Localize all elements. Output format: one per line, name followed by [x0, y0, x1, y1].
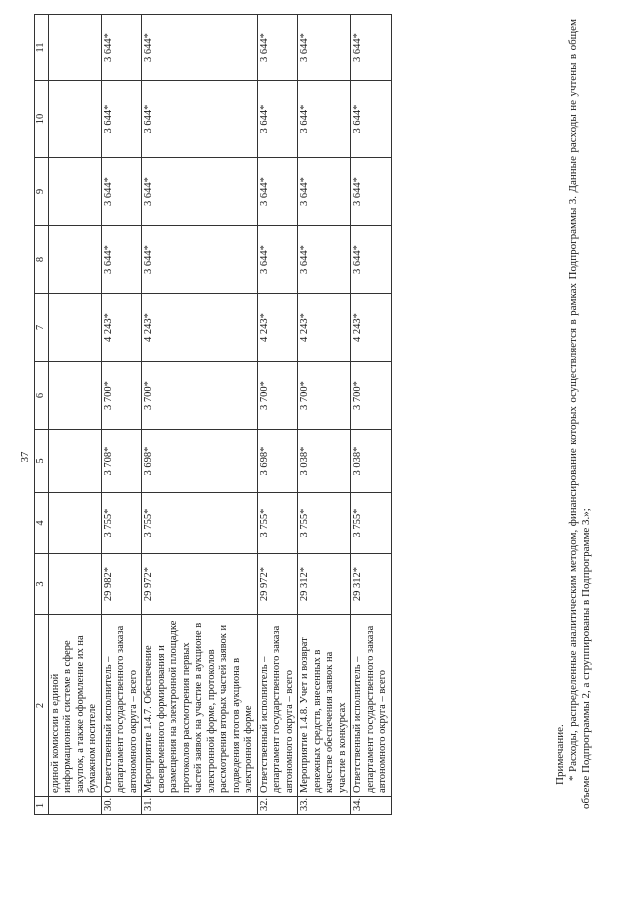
value-cell: [48, 294, 101, 362]
value-cell: 3 644*: [142, 81, 258, 158]
value-cell: 3 698*: [142, 430, 258, 493]
row-number: 31.: [142, 797, 258, 815]
value-cell: 29 972*: [142, 554, 258, 615]
header-row: [35, 15, 49, 815]
row-name: Мероприятие 1.4.8. Учет и возврат денежных средств, внесенных в качестве обеспечения заявок на участие в конкурсах: [298, 615, 351, 797]
value-cell: 3 644*: [298, 226, 351, 294]
page-number: 37: [19, 451, 31, 463]
budget-table: [34, 14, 392, 815]
value-cell: 3 644*: [101, 81, 142, 158]
value-cell: 3 755*: [298, 493, 351, 554]
column-header: 5: [35, 430, 49, 493]
value-cell: 3 038*: [351, 430, 392, 493]
table-row: [257, 15, 298, 815]
row-name: Мероприятие 1.4.7. Обеспечение своевременного формирования и размещения на электронной площадке протоколов рассмотрения первых частей заявок на участие в аукционе в электронной форме, протоколов рассмотрения вторых частей заявок и подведения итогов аукциона в электронной форме: [142, 615, 258, 797]
column-header: 8: [35, 226, 49, 294]
value-cell: 3 700*: [298, 362, 351, 430]
value-cell: 3 644*: [298, 81, 351, 158]
row-number: 33.: [298, 797, 351, 815]
column-header: 9: [35, 158, 49, 226]
column-header: 7: [35, 294, 49, 362]
value-cell: 3 644*: [351, 81, 392, 158]
value-cell: [48, 81, 101, 158]
value-cell: 3 644*: [101, 226, 142, 294]
value-cell: [48, 493, 101, 554]
value-cell: 4 243*: [351, 294, 392, 362]
value-cell: 3 698*: [257, 430, 298, 493]
value-cell: 29 312*: [298, 554, 351, 615]
value-cell: 3 644*: [101, 15, 142, 81]
value-cell: 3 700*: [351, 362, 392, 430]
row-number: 32.: [257, 797, 298, 815]
column-header: 4: [35, 493, 49, 554]
value-cell: [48, 158, 101, 226]
value-cell: [48, 430, 101, 493]
table-row: [351, 15, 392, 815]
value-cell: 3 755*: [351, 493, 392, 554]
row-number: 34.: [351, 797, 392, 815]
value-cell: 3 644*: [142, 226, 258, 294]
column-header: 11: [35, 15, 49, 81]
row-name: Ответственный исполнитель – департамент государственного заказа автономного округа – всего: [257, 615, 298, 797]
footnote-text: * Расходы, распределенные аналитическим методом, финансирование которых осуществляется в рамках Подпрограммы 3. Данные расходы не учтены в общем объеме Подпрограммы 2, а сгруппированы в Подпрограмме 3.»;: [567, 19, 592, 809]
value-cell: 4 243*: [298, 294, 351, 362]
value-cell: 29 972*: [257, 554, 298, 615]
note-title: Примечание.: [554, 724, 566, 785]
value-cell: 3 644*: [101, 158, 142, 226]
value-cell: [48, 362, 101, 430]
column-header: 6: [35, 362, 49, 430]
value-cell: 4 243*: [101, 294, 142, 362]
value-cell: 3 644*: [257, 15, 298, 81]
column-header: 1: [35, 797, 49, 815]
value-cell: 3 644*: [351, 158, 392, 226]
value-cell: 4 243*: [142, 294, 258, 362]
value-cell: 4 243*: [257, 294, 298, 362]
value-cell: [48, 15, 101, 81]
value-cell: 3 644*: [298, 158, 351, 226]
table-row: [142, 15, 258, 815]
row-number: [48, 797, 101, 815]
value-cell: 3 038*: [298, 430, 351, 493]
column-header: 2: [35, 615, 49, 797]
row-name: единой комиссии в единой информационной системе в сфере закупок, а также оформление их на бумажном носителе: [48, 615, 101, 797]
value-cell: 29 982*: [101, 554, 142, 615]
value-cell: 29 312*: [351, 554, 392, 615]
value-cell: 3 644*: [257, 81, 298, 158]
value-cell: 3 644*: [142, 15, 258, 81]
value-cell: [48, 226, 101, 294]
row-name: Ответственный исполнитель – департамент государственного заказа автономного округа – всего: [351, 615, 392, 797]
value-cell: 3 700*: [257, 362, 298, 430]
row-number: 30.: [101, 797, 142, 815]
column-header: 10: [35, 81, 49, 158]
value-cell: 3 644*: [257, 158, 298, 226]
table-row: [101, 15, 142, 815]
value-cell: 3 700*: [101, 362, 142, 430]
table-row: [48, 15, 101, 815]
value-cell: 3 644*: [351, 15, 392, 81]
value-cell: 3 644*: [351, 226, 392, 294]
value-cell: 3 644*: [142, 158, 258, 226]
value-cell: 3 755*: [142, 493, 258, 554]
value-cell: 3 755*: [257, 493, 298, 554]
row-name: Ответственный исполнитель – департамент государственного заказа автономного округа – всего: [101, 615, 142, 797]
value-cell: 3 708*: [101, 430, 142, 493]
value-cell: 3 644*: [298, 15, 351, 81]
value-cell: 3 755*: [101, 493, 142, 554]
table-row: [298, 15, 351, 815]
value-cell: 3 700*: [142, 362, 258, 430]
column-header: 3: [35, 554, 49, 615]
value-cell: 3 644*: [257, 226, 298, 294]
footnotes: [554, 19, 593, 809]
value-cell: [48, 554, 101, 615]
